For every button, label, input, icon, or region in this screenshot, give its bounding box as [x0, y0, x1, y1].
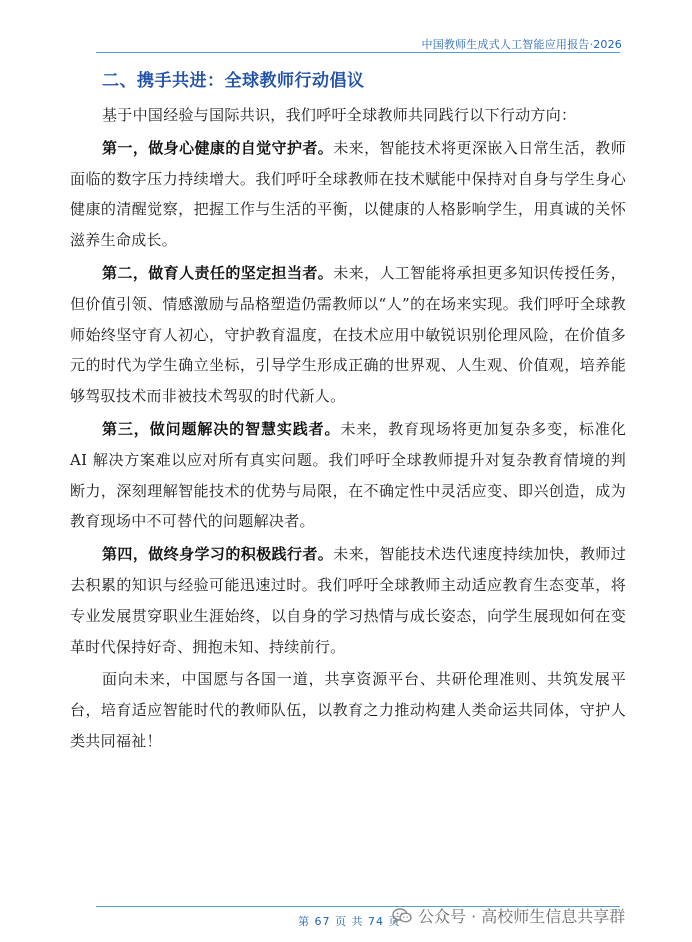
action-text: 未来，教育现场将更加复杂多变，标准化 AI 解决方案难以应对所有真实问题。我们呼吁全球教师提升对复杂教育情境的判断力，深刻理解智能技术的优势与局限，在不确定性中灵活应变、即兴创造，成为教育现场中不可替代的问题解决者。: [70, 419, 626, 531]
action-paragraph-3: [70, 414, 626, 537]
closing-paragraph: 面向未来，中国愿与各国一道，共享资源平台、共研伦理准则、共筑发展平台，培育适应智能时代的教师队伍，以教育之力推动构建人类命运共同体，守护人类共同福祉！: [70, 670, 626, 750]
section-heading: 二、携手共进：全球教师行动倡议: [102, 71, 365, 91]
wechat-icon: [392, 908, 412, 924]
intro-paragraph: 基于中国经验与国际共识，我们呼吁全球教师共同践行以下行动方向：: [102, 106, 577, 124]
action-text: 未来，智能技术将更深嵌入日常生活，教师面临的数字压力持续增大。我们呼吁全球教师在技术赋能中保持对自身与学生身心健康的清醒觉察，把握工作与生活的平衡，以健康的人格影响学生，用真诚的关怀滋养生命成长。: [70, 138, 626, 250]
watermark-text: 公众号 · 高校师生信息共享群: [418, 907, 626, 926]
action-text: 未来，人工智能将承担更多知识传授任务，但价值引领、情感激励与品格塑造仍需教师以“人”的在场来实现。我们呼吁全球教师始终坚守育人初心，守护教育温度，在技术应用中敏锐识别伦理风险，在价值多元的时代为学生确立坐标，引导学生形成正确的世界观、人生观、价值观，培养能够驾驭技术而非被技术驾驭的时代新人。: [70, 263, 626, 406]
page-number: 第 67 页 共 74 页: [298, 915, 401, 928]
watermark: [392, 904, 625, 927]
action-lead: 第二，做育人责任的坚定担当者。: [102, 263, 334, 282]
action-paragraph-1: [70, 133, 626, 256]
action-text: 未来，智能技术迭代速度持续加快，教师过去积累的知识与经验可能迅速过时。我们呼吁全球教师主动适应教育生态变革，将专业发展贯穿职业生涯始终，以自身的学习热情与成长姿态，向学生展现如何在变革时代保持好奇、拥抱未知、持续前行。: [70, 545, 626, 656]
action-lead: 第一，做身心健康的自觉守护者。: [102, 138, 334, 157]
action-paragraph-4: [70, 539, 626, 662]
action-paragraph-2: [70, 258, 626, 412]
header-divider: [96, 52, 620, 53]
report-header-title: 中国教师生成式人工智能应用报告·2026: [421, 38, 622, 51]
action-lead: 第四，做终身学习的积极践行者。: [102, 545, 334, 564]
action-lead: 第三，做问题解决的智慧实践者。: [102, 419, 341, 438]
body-text: [70, 100, 626, 759]
